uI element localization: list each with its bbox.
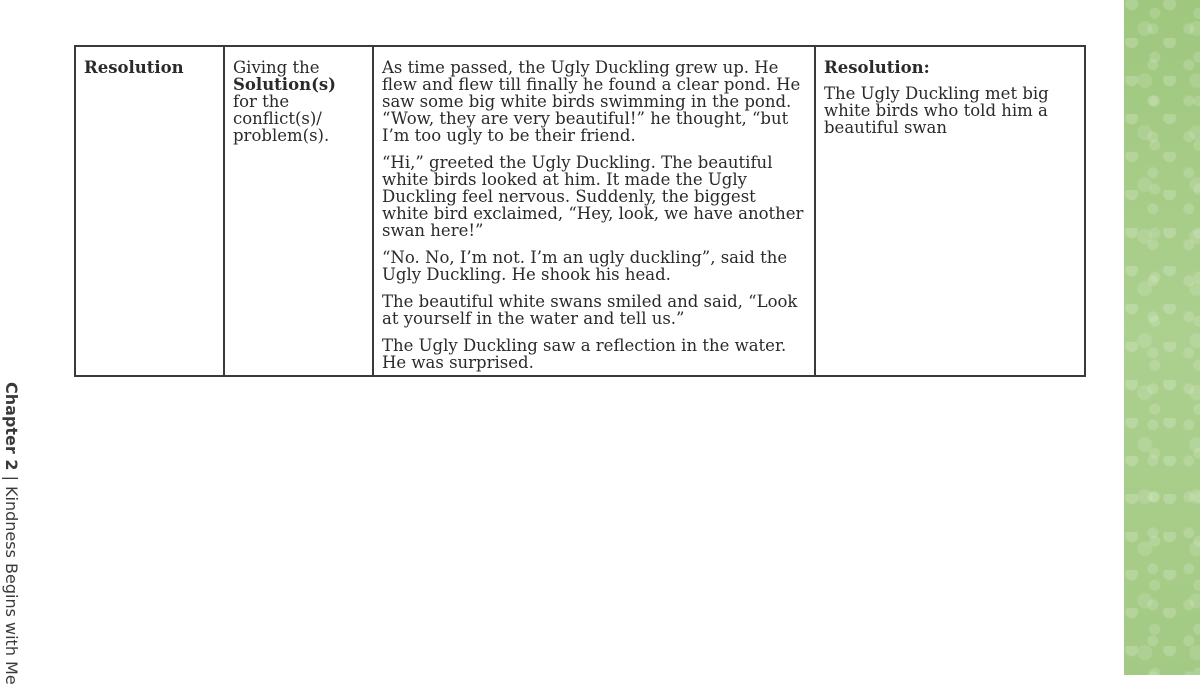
story-paragraph: The beautiful white swans smiled and said, “Look at yourself in the water and tell us.” bbox=[382, 292, 798, 328]
chapter-title: | Kindness Begins with Me bbox=[2, 470, 21, 685]
story-paragraph: “No. No, I’m not. I’m an ugly duckling”, said the Ugly Duckling. He shook his head. bbox=[382, 248, 788, 284]
story-text-cell bbox=[373, 46, 815, 376]
story-paragraph: “Hi,” greeted the Ugly Duckling. The beautiful white birds looked at him. It made the Ugly Duckling feel nervous. Suddenly, the biggest white bird exclaimed, “Hey, look, we have another swan here!” bbox=[382, 153, 804, 240]
summary-text: The Ugly Duckling met big white birds who told him a beautiful swan bbox=[824, 84, 1049, 137]
description-pre: Giving the bbox=[233, 58, 320, 77]
stage-label: Resolution bbox=[84, 58, 184, 77]
summary-heading: Resolution: bbox=[824, 58, 930, 77]
description-post: for the conflict(s)/ problem(s). bbox=[233, 92, 330, 145]
story-paragraph: The Ugly Duckling saw a reflection in the water. He was surprised. bbox=[382, 336, 787, 372]
table-row bbox=[75, 46, 1085, 376]
stage-cell bbox=[75, 46, 224, 376]
description-bold: Solution(s) bbox=[233, 75, 336, 94]
story-structure-table bbox=[74, 45, 1086, 377]
chapter-number: Chapter 2 bbox=[2, 382, 21, 471]
story-paragraph: As time passed, the Ugly Duckling grew up. He flew and flew till finally he found a clear pond. He saw some big white birds swimming in the pond. “Wow, they are very beautiful!” he thought, “but I’m too ugly to be their friend. bbox=[382, 58, 801, 145]
description-cell bbox=[224, 46, 373, 376]
summary-cell bbox=[815, 46, 1085, 376]
chapter-footer-label bbox=[2, 382, 21, 685]
decorative-side-band bbox=[1124, 0, 1200, 675]
